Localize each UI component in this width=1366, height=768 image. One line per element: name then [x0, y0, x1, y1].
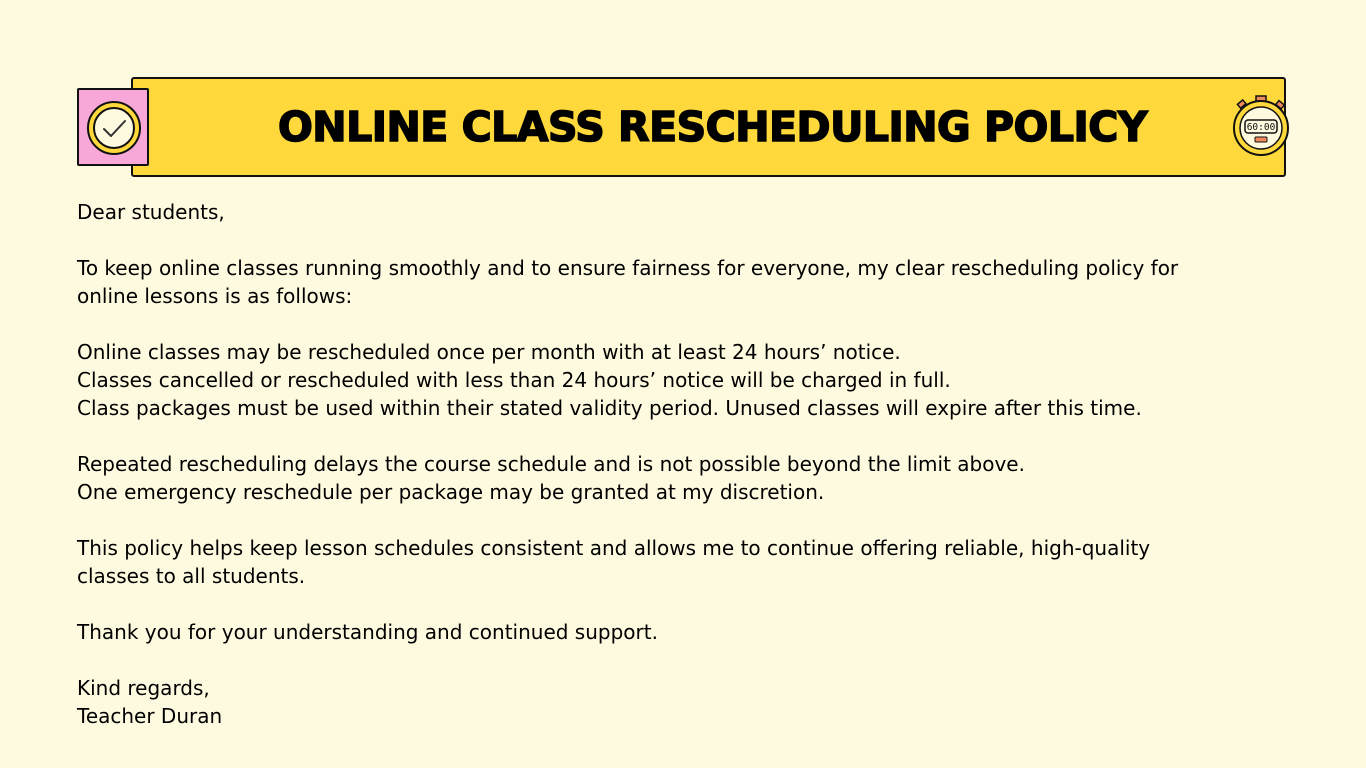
policy-item: Class packages must be used within their stated validity period. Unused classes will expire after this time. — [77, 396, 1142, 420]
check-circle-icon — [85, 99, 143, 157]
page-title: ONLINE CLASS RESCHEDULING POLICY — [277, 103, 1148, 151]
note-item: One emergency reschedule per package may be granted at my discretion. — [77, 480, 825, 504]
title-banner — [131, 77, 1286, 177]
intro-line-1: To keep online classes running smoothly and to ensure fairness for everyone, my clear rescheduling policy for — [77, 256, 1179, 280]
timer-readout: 60:00 — [1246, 122, 1276, 133]
check-badge — [77, 88, 149, 166]
closing-line-2: classes to all students. — [77, 564, 306, 588]
note-item: Repeated rescheduling delays the course schedule and is not possible beyond the limit above. — [77, 452, 1025, 476]
stopwatch-icon — [1230, 95, 1292, 157]
signature: Teacher Duran — [77, 704, 223, 728]
closing-line-1: This policy helps keep lesson schedules consistent and allows me to continue offering reliable, high-quality — [77, 536, 1151, 560]
letter-body — [77, 198, 1297, 730]
greeting: Dear students, — [77, 200, 225, 224]
intro-line-2: online lessons is as follows: — [77, 284, 353, 308]
signoff: Kind regards, — [77, 676, 210, 700]
thanks-line: Thank you for your understanding and continued support. — [77, 620, 658, 644]
policy-item: Online classes may be rescheduled once per month with at least 24 hours’ notice. — [77, 340, 901, 364]
policy-item: Classes cancelled or rescheduled with less than 24 hours’ notice will be charged in full. — [77, 368, 951, 392]
